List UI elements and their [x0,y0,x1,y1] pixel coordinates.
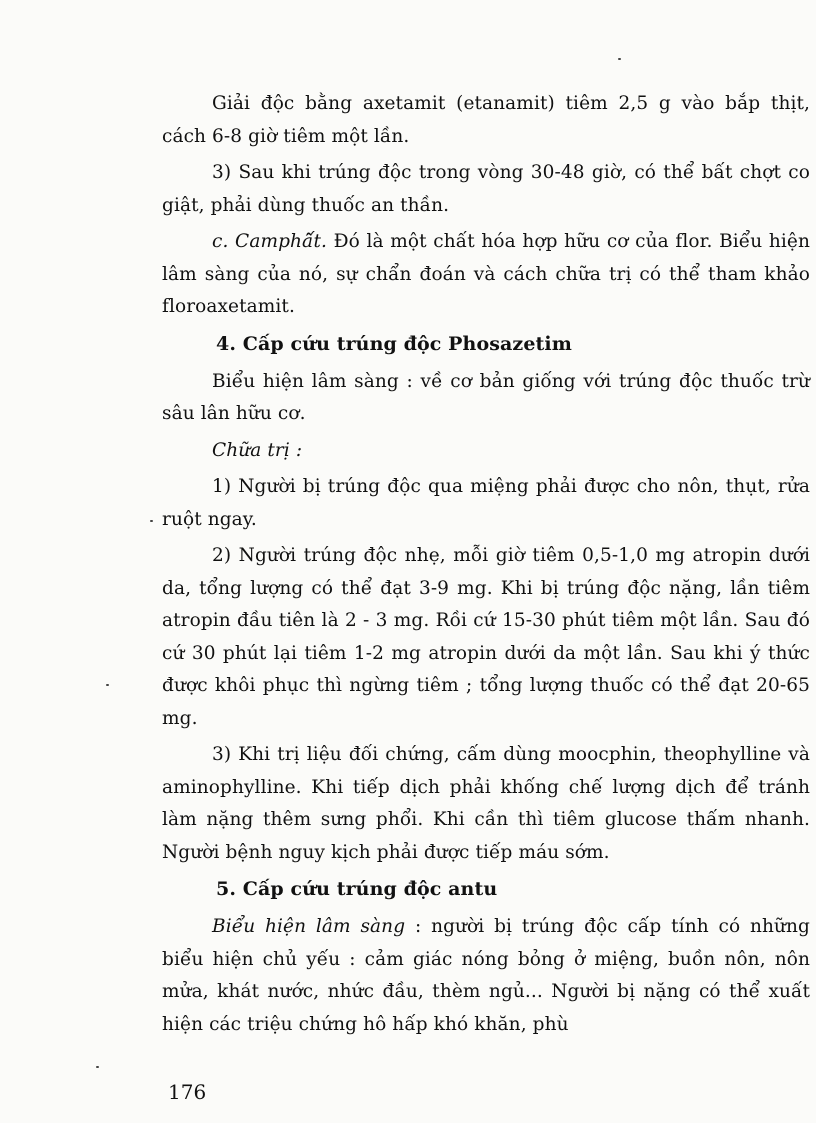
section-heading: 4. Cấp cứu trúng độc Phosazetim [216,332,572,355]
page-number: 176 [168,1080,207,1104]
paragraph [162,88,810,153]
section-heading: 5. Cấp cứu trúng độc antu [216,878,498,900]
scan-speck [106,684,109,686]
paragraph [162,366,810,431]
paragraph [162,226,810,324]
paragraph-text: Biểu hiện lâm sàng : về cơ bản giống với trúng độc thuốc trừ sâu lân hữu cơ. [162,370,810,424]
scan-speck [618,58,621,60]
page-body [162,88,810,1045]
paragraph [162,911,810,1041]
paragraph-text: Giải độc bằng axetamit (etanamit) tiêm 2,5 g vào bắp thịt, cách 6-8 giờ tiêm một lần. [162,93,810,147]
scan-speck [150,520,153,522]
paragraph-text: 3) Khi trị liệu đối chứng, cấm dùng moocphin, theophylline và aminophylline. Khi tiếp dịch phải khống chế lượng dịch để tránh làm nặng thêm sưng phổi. Khi cần thì tiêm glucose thấm nhanh. Người bệnh nguy kịch phải được tiếp máu sớm. [162,744,810,863]
paragraph [162,435,810,468]
paragraph-text: 3) Sau khi trúng độc trong vòng 30-48 giờ, có thể bất chợt co giật, phải dùng thuốc an thần. [162,162,810,216]
paragraph-text: Đó là một chất hóa hợp hữu cơ của flor. Biểu hiện lâm sàng của nó, sự chẩn đoán và cách chữa trị có thể tham khảo floroaxetamit. [162,231,810,317]
paragraph [162,739,810,869]
scan-speck [96,1066,99,1068]
paragraph-text: 1) Người bị trúng độc qua miệng phải được cho nôn, thụt, rửa ruột ngay. [162,476,810,530]
paragraph [162,540,810,735]
italic-lead: c. Camphấ̃t. [212,231,327,252]
paragraph-text: : người bị trúng độc cấp tính có những biểu hiện chủ yếu : cảm giác nóng bỏng ở miệng, buồn nôn, nôn mửa, khát nước, nhức đầu, thèm ngủ... Người bị nặng có thể xuất hiện các triệu chứng hô hấp khó khăn, phù [162,916,811,1035]
italic-lead: Biểu hiện lâm sàng [212,916,406,937]
paragraph [162,157,810,222]
paragraph-text: 2) Người trúng độc nhẹ, mỗi giờ tiêm 0,5-1,0 mg atropin dưới da, tổng lượng có thể đạt 3-9 mg. Khi bị trúng độc nặng, lần tiêm atropin đầu tiên là 2 - 3 mg. Rồi cứ 15-30 phút tiêm một lần. Sau đó cứ 30 phút lại tiêm 1-2 mg atropin dưới da một lần. Sau khi ý thức được khôi phục thì ngừng tiêm ; tổng lượng thuốc có thể đạt 20-65 mg. [162,545,810,729]
paragraph [162,471,810,536]
italic-lead: Chữa trị : [212,439,303,461]
